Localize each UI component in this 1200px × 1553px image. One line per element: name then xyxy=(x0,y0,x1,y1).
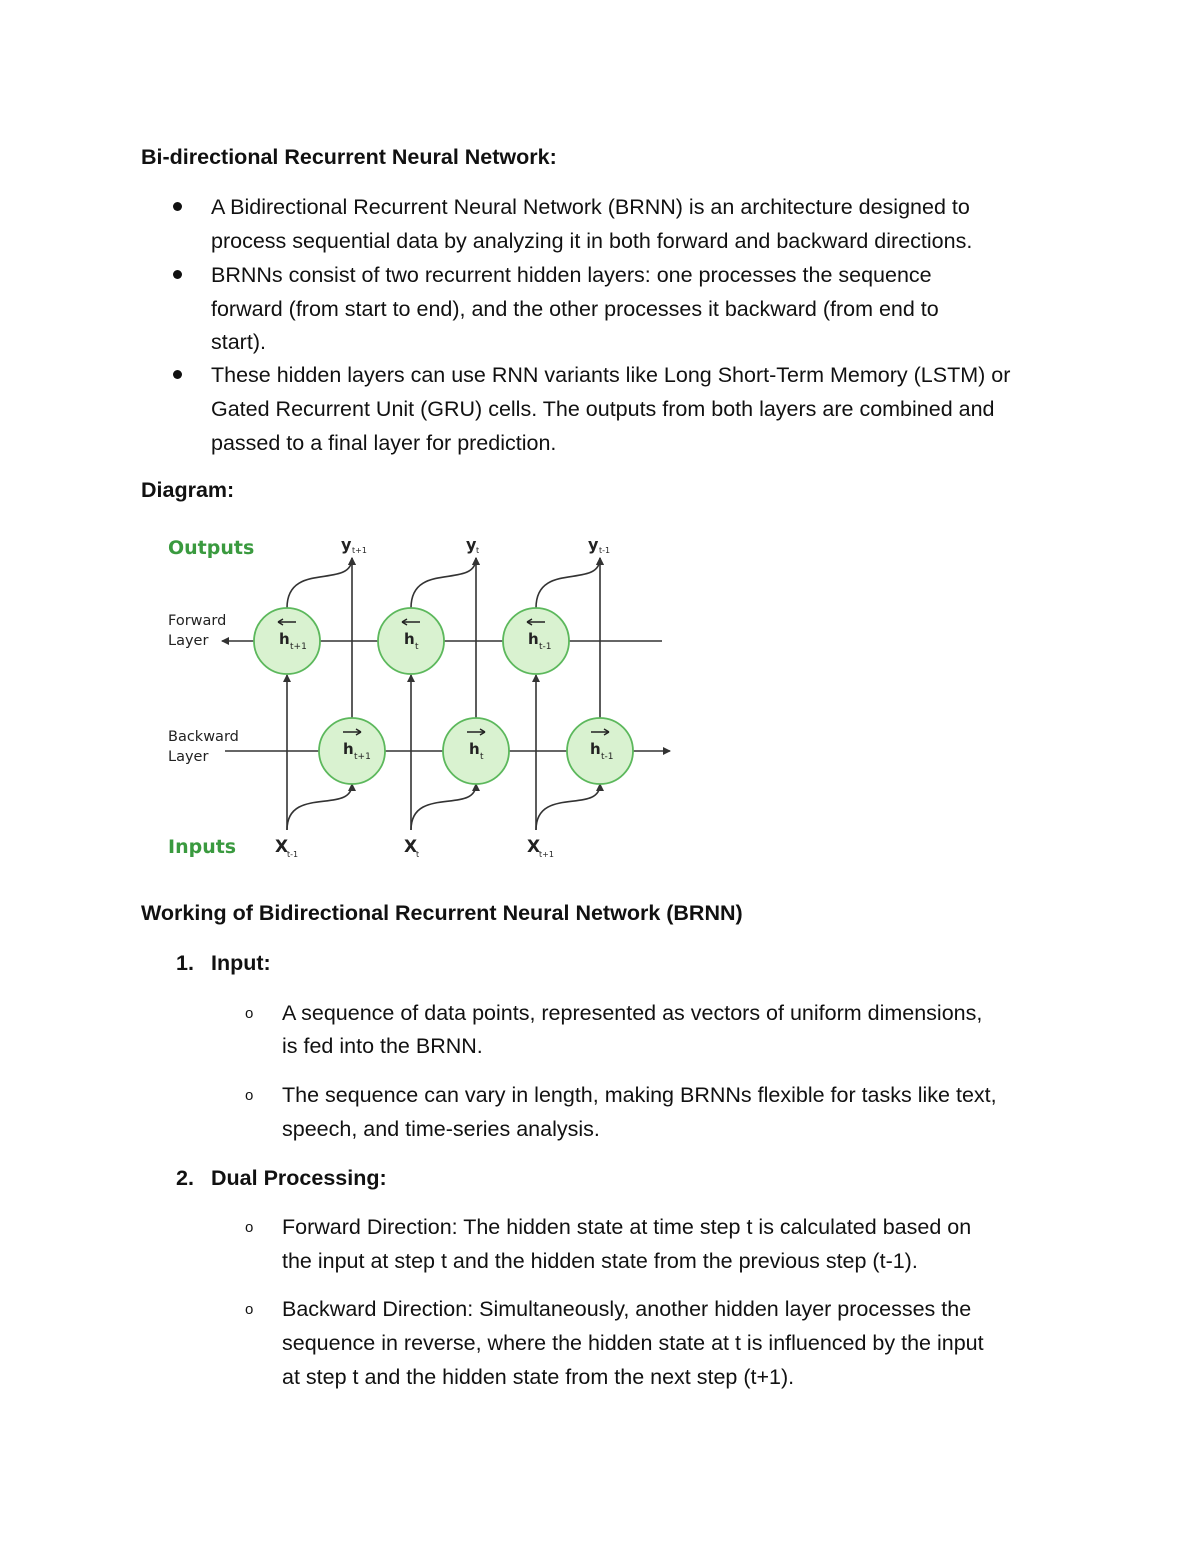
forward-node-h: h xyxy=(404,630,415,648)
bullet-dot xyxy=(173,202,182,211)
step1-item1-line2: is fed into the BRNN. xyxy=(282,1034,483,1058)
input-label-sub: t xyxy=(416,850,420,859)
backward-node xyxy=(319,718,385,784)
bullet-dot xyxy=(173,270,182,279)
heading-diagram: Diagram: xyxy=(141,478,235,502)
bullet-1-line-1: A Bidirectional Recurrent Neural Network (BRNN) is an architecture designed to xyxy=(211,195,970,219)
forward-node-sub: t+1 xyxy=(290,642,307,652)
backward-label-line-2: Layer xyxy=(168,749,209,765)
outputs-label: Outputs xyxy=(168,537,255,559)
bullet-3-line-1: These hidden layers can use RNN variants like Long Short-Term Memory (LSTM) or xyxy=(211,363,1011,387)
backward-node-sub: t xyxy=(480,752,484,762)
bullet-dot xyxy=(173,370,182,379)
step2-item1-line2: the input at step t and the hidden state from the previous step (t-1). xyxy=(282,1249,918,1273)
sub-bullet-glyph: o xyxy=(245,1301,254,1318)
backward-node-h: h xyxy=(469,740,480,758)
forward-node xyxy=(503,608,569,674)
output-label-sub: t+1 xyxy=(352,546,367,555)
forward-label-line-1: Forward xyxy=(168,613,227,629)
forward-to-output-curve xyxy=(536,558,600,608)
forward-to-output-curve xyxy=(411,558,476,608)
input-label-x: X xyxy=(275,837,289,857)
backward-node xyxy=(443,718,509,784)
step-label: Input: xyxy=(211,951,271,975)
output-label-sub: t xyxy=(476,546,480,555)
step1-item2-line1: The sequence can vary in length, making BRNNs flexible for tasks like text, xyxy=(282,1083,997,1107)
input-label-sub: t+1 xyxy=(539,850,554,859)
input-label-x: X xyxy=(527,837,541,857)
bullet-3-line-3: passed to a final layer for prediction. xyxy=(211,431,557,455)
sub-bullet-glyph: o xyxy=(245,1087,254,1104)
step-label: Dual Processing: xyxy=(211,1166,387,1190)
backward-node-sub: t+1 xyxy=(354,752,371,762)
step2-item1-line1: Forward Direction: The hidden state at time step t is calculated based on xyxy=(282,1215,972,1239)
step-number: 1. xyxy=(176,951,194,975)
output-label-y: y xyxy=(466,535,477,554)
bullet-2-line-1: BRNNs consist of two recurrent hidden layers: one processes the sequence xyxy=(211,263,932,287)
output-label-y: y xyxy=(341,535,352,554)
backward-node-h: h xyxy=(590,740,601,758)
input-label-sub: t-1 xyxy=(287,850,299,859)
input-to-backward-curve xyxy=(536,784,600,830)
step1-item1-line1: A sequence of data points, represented as vectors of uniform dimensions, xyxy=(282,1001,983,1025)
backward-node-h: h xyxy=(343,740,354,758)
forward-node xyxy=(378,608,444,674)
step-number: 2. xyxy=(176,1166,194,1190)
step2-item2-line3: at step t and the hidden state from the next step (t+1). xyxy=(282,1365,795,1389)
forward-node-sub: t xyxy=(415,642,419,652)
input-to-backward-curve xyxy=(411,784,476,830)
forward-to-output-curve xyxy=(287,558,352,608)
forward-node-h: h xyxy=(528,630,539,648)
heading-brnn: Bi-directional Recurrent Neural Network: xyxy=(141,145,557,169)
inputs-label: Inputs xyxy=(168,836,237,858)
step2-item2-line1: Backward Direction: Simultaneously, another hidden layer processes the xyxy=(282,1297,972,1321)
output-label-y: y xyxy=(588,535,599,554)
bullet-2-line-2: forward (from start to end), and the other processes it backward (from end to xyxy=(211,297,939,321)
backward-node-sub: t-1 xyxy=(601,752,614,762)
sub-bullet-glyph: o xyxy=(245,1005,254,1022)
brnn-diagram xyxy=(160,530,680,865)
heading-working: Working of Bidirectional Recurrent Neural Network (BRNN) xyxy=(141,901,743,925)
step2-item2-line2: sequence in reverse, where the hidden state at t is influenced by the input xyxy=(282,1331,984,1355)
forward-label-line-2: Layer xyxy=(168,633,209,649)
bullet-3-line-2: Gated Recurrent Unit (GRU) cells. The outputs from both layers are combined and xyxy=(211,397,995,421)
output-label-sub: t-1 xyxy=(599,546,611,555)
bullet-1-line-2: process sequential data by analyzing it in both forward and backward directions. xyxy=(211,229,973,253)
bullet-2-line-3: start). xyxy=(211,330,266,354)
input-label-x: X xyxy=(404,837,418,857)
forward-node-sub: t-1 xyxy=(539,642,552,652)
backward-label-line-1: Backward xyxy=(168,729,239,745)
forward-node-h: h xyxy=(279,630,290,648)
sub-bullet-glyph: o xyxy=(245,1219,254,1236)
forward-node xyxy=(254,608,320,674)
input-to-backward-curve xyxy=(287,784,352,830)
backward-node xyxy=(567,718,633,784)
step1-item2-line2: speech, and time-series analysis. xyxy=(282,1117,600,1141)
